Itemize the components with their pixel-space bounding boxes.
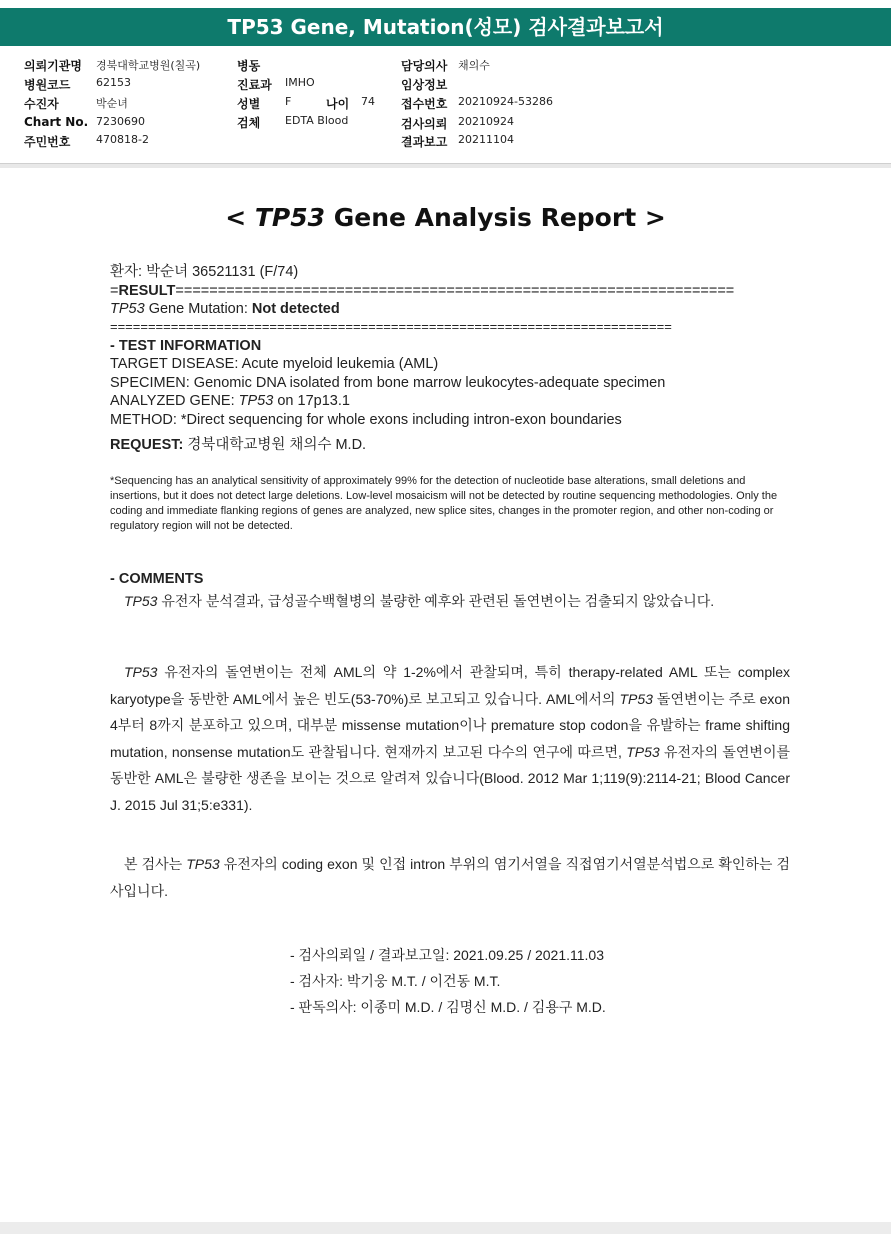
label-specimen: 검체: [237, 116, 261, 130]
label-ward: 병동: [237, 59, 261, 73]
bottom-bar: [0, 1222, 891, 1234]
label-chart-no: Chart No.: [24, 115, 89, 129]
footer-pathologists: - 판독의사: 이종미 M.D. / 김명신 M.D. / 김용구 M.D.: [290, 999, 606, 1015]
label-institution: 의뢰기관명: [24, 59, 82, 73]
footer-technicians: - 검사자: 박기웅 M.T. / 이건동 M.T.: [290, 973, 501, 989]
double-rule: ==========================================================================: [110, 319, 672, 334]
value-patient: 박순녀: [96, 97, 128, 110]
label-physician: 담당의사: [401, 59, 448, 73]
patient-line: 환자: 박순녀 36521131 (F/74): [110, 264, 299, 280]
value-request-date: 20210924: [458, 115, 514, 128]
request-line: REQUEST: 경북대학교병원 채의수 M.D.: [110, 437, 367, 453]
value-age: 74: [361, 95, 375, 108]
label-request-date: 검사의뢰: [401, 117, 448, 131]
comments-heading: - COMMENTS: [110, 571, 204, 587]
label-accession-no: 접수번호: [401, 97, 448, 111]
label-department: 진료과: [237, 78, 272, 92]
value-specimen: EDTA Blood: [285, 114, 349, 127]
comment-2: TP53 유전자의 돌연변이는 전체 AML의 약 1-2%에서 관찰되며, 특히 therapy-related AML 또는 complex karyotype을 동반한 AML에서 높은 빈도(53-70%)로 보고되고 있습니다. AML에서의 TP53 돌연변이는 주로 exon 4부터 8까지 분포하고 있으며, 대부분 missense mutation이나 premature stop codon을 유발하는 frame shifting mutation, nonsense mutation도 관찰됩니다. 현재까지 보고된 다수의 연구에 따르면, TP53 유전자의 돌연변이를 동반한 AML은 불량한 생존을 보이는 것으로 알려져 있습니다(Blood. 2012 Mar 1;119(9):2114-21; Blood Cancer J. 2015 Jul 31;5:e331).: [110, 664, 791, 813]
report-heading: < TP53 Gene Analysis Report >: [225, 203, 666, 232]
label-resident-no: 주민번호: [24, 135, 71, 149]
specimen-line: SPECIMEN: Genomic DNA isolated from bone marrow leukocytes-adequate specimen: [110, 375, 666, 391]
label-patient: 수진자: [24, 97, 59, 111]
method-line: METHOD: *Direct sequencing for whole exons including intron-exon boundaries: [110, 412, 622, 428]
value-physician: 채의수: [458, 59, 490, 72]
footer-dates: - 검사의뢰일 / 결과보고일: 2021.09.25 / 2021.11.03: [290, 947, 605, 963]
value-accession-no: 20210924-53286: [458, 95, 553, 108]
footnote: *Sequencing has an analytical sensitivity of approximately 99% for the detection of nucleotide base alterations, small deletions and insertions, but it does not detect large deletions. Low-level mosaicism will not be detected by routine sequencing methodologies. Only the coding and immediate flanking regions of genes are analyzed, new splice sites, changes in the promoter region, and other non-coding or regulatory region will not be detected.: [110, 475, 778, 532]
value-resident-no: 470818-2: [96, 133, 149, 146]
test-info-heading: - TEST INFORMATION: [110, 338, 262, 354]
label-clinical-info: 임상정보: [401, 78, 448, 92]
comment-3: 본 검사는 TP53 유전자의 coding exon 및 인접 intron 부위의 염기서열을 직접염기서열분석법으로 확인하는 검사입니다.: [110, 856, 790, 899]
mutation-result: TP53 Gene Mutation: Not detected: [110, 301, 340, 317]
label-hospital-code: 병원코드: [24, 78, 71, 92]
value-hospital-code: 62153: [96, 76, 131, 89]
label-report-date: 결과보고: [401, 135, 448, 149]
header-divider: [0, 163, 891, 168]
target-disease: TARGET DISEASE: Acute myeloid leukemia (AML): [110, 356, 439, 372]
value-department: IMHO: [285, 76, 315, 89]
value-sex: F: [285, 95, 292, 108]
value-report-date: 20211104: [458, 133, 514, 146]
comment-1: TP53 유전자 분석결과, 급성골수백혈병의 불량한 예후와 관련된 돌연변이는 검출되지 않았습니다.: [124, 593, 715, 609]
label-age: 나이: [326, 97, 350, 111]
result-rule: =RESULT==================================================================: [110, 283, 735, 299]
analyzed-gene: ANALYZED GENE: TP53 on 17p13.1: [110, 393, 350, 409]
report-title-bar: TP53 Gene, Mutation(성모) 검사결과보고서: [0, 8, 891, 46]
patient-header: [0, 50, 891, 162]
label-sex: 성별: [237, 97, 261, 111]
value-chart-no: 7230690: [96, 115, 145, 128]
value-institution: 경북대학교병원(칠곡): [96, 59, 201, 72]
